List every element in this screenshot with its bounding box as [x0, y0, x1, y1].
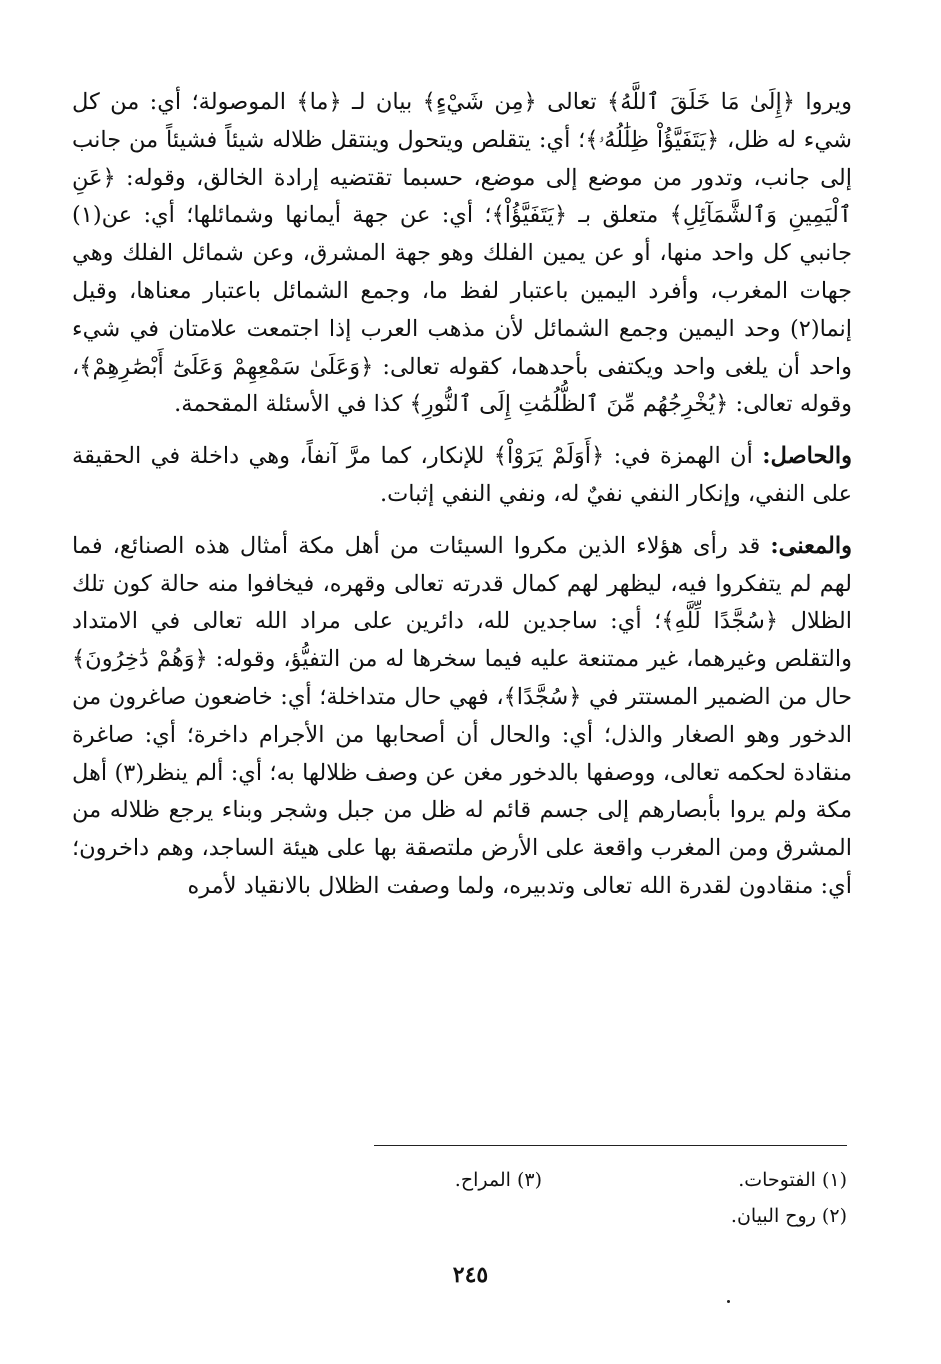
- paragraph-3: [72, 528, 852, 906]
- footnote-1: (١) الفتوحات.: [738, 1169, 847, 1191]
- footnotes: [207, 1162, 847, 1234]
- paragraph-2-lead: والحاصل:: [762, 443, 852, 470]
- footnote-row-1: [207, 1162, 847, 1198]
- paragraph-2: [72, 438, 852, 514]
- paragraph-1-text: ويروا ﴿إِلَىٰ مَا خَلَقَ ٱللَّهُ﴾ تعالى ﴿مِن شَيْءٍ﴾ بيان لـ ﴿ما﴾ الموصولة؛ أي: من كل شيء له ظل، ﴿يَتَفَيَّؤُاْ ظِلَٰلُهُۥ﴾؛ أي: يتقلص ويتحول وينتقل ظلاله شيئاً فشيئاً من جانب إلى جانب، وتدور من موضع إلى موضع، حسبما تقتضيه إرادة الخالق، وقوله: ﴿عَنِ ٱلْيَمِينِ وَٱلشَّمَآئِلِ﴾ متعلق بـ ﴿يَتَفَيَّؤُاْ﴾؛ أي: عن جهة أيمانها وشمائلها؛ أي: عن(١) جانبي كل واحد منها، أو عن يمين الفلك وهو جهة المشرق، وعن شمائل الفلك وهي جهات المغرب، وأفرد اليمين باعتبار لفظ ما، وجمع الشمائل باعتبار معناها، وقيل إنما(٢) وحد اليمين وجمع الشمائل لأن مذهب العرب إذا اجتمعت علامتان في شيء واحد أن يلغى واحد ويكتفى بأحدهما، كقوله تعالى: ﴿وَعَلَىٰ سَمْعِهِمْ وَعَلَىٰٓ أَبْصَٰرِهِمْ﴾، وقوله تعالى: ﴿يُخْرِجُهُم مِّنَ ٱلظُّلُمَٰتِ إِلَى ٱلنُّورِ﴾ كذا في الأسئلة المقحمة.: [72, 89, 852, 418]
- page-body: [72, 84, 852, 920]
- footnote-row-2: [207, 1198, 847, 1234]
- footnote-2: (٢) روح البيان.: [730, 1205, 847, 1227]
- scan-speck: [727, 1300, 730, 1303]
- footnote-divider: [374, 1145, 847, 1146]
- footnote-3: (٣) المراح.: [454, 1169, 542, 1191]
- paragraph-3-lead: والمعنى:: [770, 532, 852, 559]
- paragraph-2-text: أن الهمزة في: ﴿أَوَلَمْ يَرَوْاْ﴾ للإنكار، كما مرَّ آنفاً، وهي داخلة في الحقيقة على النفي، وإنكار النفي نفيٌ له، ونفي النفي إثبات.: [72, 443, 852, 507]
- page-number: ٢٤٥: [452, 1262, 489, 1288]
- paragraph-3-text: قد رأى هؤلاء الذين مكروا السيئات من أهل مكة أمثال هذه الصنائع، فما لهم لم يتفكروا فيه، ليظهر لهم كمال قدرته تعالى وقهره، فيخافوا منه حالة كون تلك الظلال ﴿سُجَّدًا لِّلَّهِ﴾؛ أي: ساجدين لله، دائرين على مراد الله تعالى في الامتداد والتقلص وغيرهما، غير ممتنعة عليه فيما سخرها له من التفيُّؤ، وقوله: ﴿وَهُمْ دَٰخِرُونَ﴾ حال من الضمير المستتر في ﴿سُجَّدًا﴾، فهي حال متداخلة؛ أي: خاضعون صاغرون من الدخور وهو الصغار والذل؛ أي: والحال أن أصحابها من الأجرام داخرة؛ أي: صاغرة منقادة لحكمه تعالى، ووصفها بالدخور مغن عن وصف ظلالها به؛ أي: ألم ينظر(٣) أهل مكة ولم يروا بأبصارهم إلى جسم قائم له ظل من جبل وشجر وبناء يرجع ظلاله من المشرق ومن المغرب واقعة على الأرض ملتصقة بها على هيئة الساجد، وهم داخرون؛ أي: منقادون لقدرة الله تعالى وتدبيره، ولما وصفت الظلال بالانقياد لأمره: [72, 532, 852, 899]
- paragraph-1: [72, 84, 852, 424]
